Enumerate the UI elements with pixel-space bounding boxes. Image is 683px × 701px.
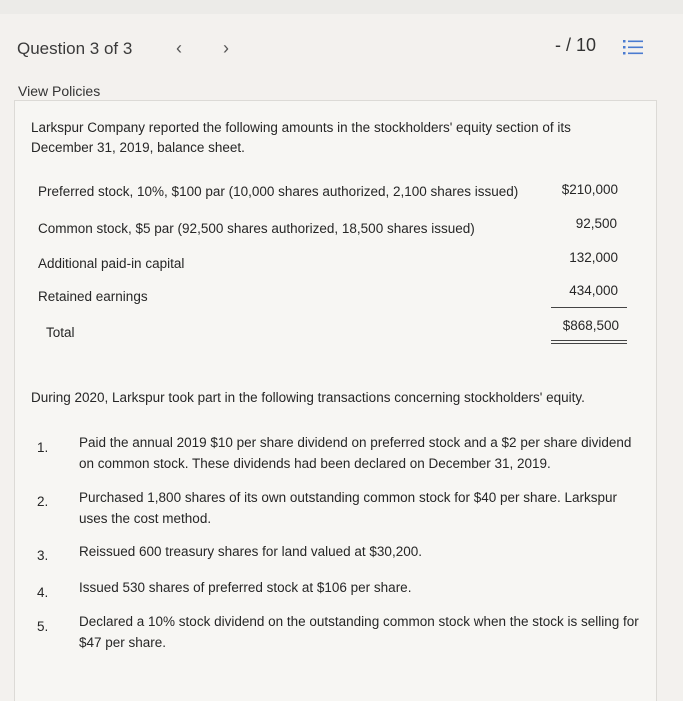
balance-sheet-row-label: Retained earnings — [38, 289, 148, 304]
view-policies-link[interactable]: View Policies — [18, 83, 101, 99]
list-item-number: 2. — [37, 494, 49, 509]
balance-sheet-row-amount: 434,000 — [569, 283, 618, 298]
balance-sheet-row-amount: $210,000 — [561, 182, 618, 197]
browser-top-strip — [0, 0, 683, 14]
list-item-number: 1. — [37, 440, 49, 455]
list-item: Reissued 600 treasury shares for land valued at $30,200. — [79, 544, 422, 559]
list-item: Issued 530 shares of preferred stock at $106 per share. — [79, 580, 412, 595]
total-double-rule-top — [551, 340, 627, 341]
previous-question-icon[interactable]: ‹ — [176, 38, 182, 58]
next-question-icon[interactable]: › — [223, 38, 229, 58]
list-item-number: 4. — [37, 585, 49, 600]
total-label: Total — [46, 325, 75, 340]
balance-sheet-row-label: Additional paid-in capital — [38, 256, 185, 271]
balance-sheet-row-amount: 132,000 — [569, 250, 618, 265]
list-icon[interactable] — [622, 38, 644, 56]
balance-sheet-row-label: Preferred stock, 10%, $100 par (10,000 shares authorized, 2,100 shares issued) — [38, 184, 519, 199]
total-double-rule-bottom — [551, 343, 627, 344]
total-amount: $868,500 — [562, 318, 619, 333]
list-item: Purchased 1,800 shares of its own outstanding common stock for $40 per share. Larkspur uses the cost method. — [79, 490, 618, 526]
score-display: - / 10 — [555, 35, 597, 55]
balance-sheet-row-amount: 92,500 — [575, 216, 617, 231]
list-item-number: 5. — [37, 619, 49, 634]
question-title: Question 3 of 3 — [17, 39, 133, 58]
transactions-intro: During 2020, Larkspur took part in the following transactions concerning stockholders' equity. — [31, 390, 585, 405]
subtotal-rule — [551, 307, 627, 308]
list-item: Declared a 10% stock dividend on the outstanding common stock when the stock is selling for $47 per share. — [79, 614, 639, 650]
question-header — [0, 28, 683, 68]
balance-sheet-row-label: Common stock, $5 par (92,500 shares authorized, 18,500 shares issued) — [38, 221, 475, 236]
question-intro: Larkspur Company reported the following amounts in the stockholders' equity section of its December 31, 2019, balance sheet. — [31, 120, 571, 155]
list-item-number: 3. — [37, 548, 49, 563]
list-item: Paid the annual 2019 $10 per share dividend on preferred stock and a $2 per share dividend on common stock. These dividends had been declared on December 31, 2019. — [79, 435, 632, 471]
